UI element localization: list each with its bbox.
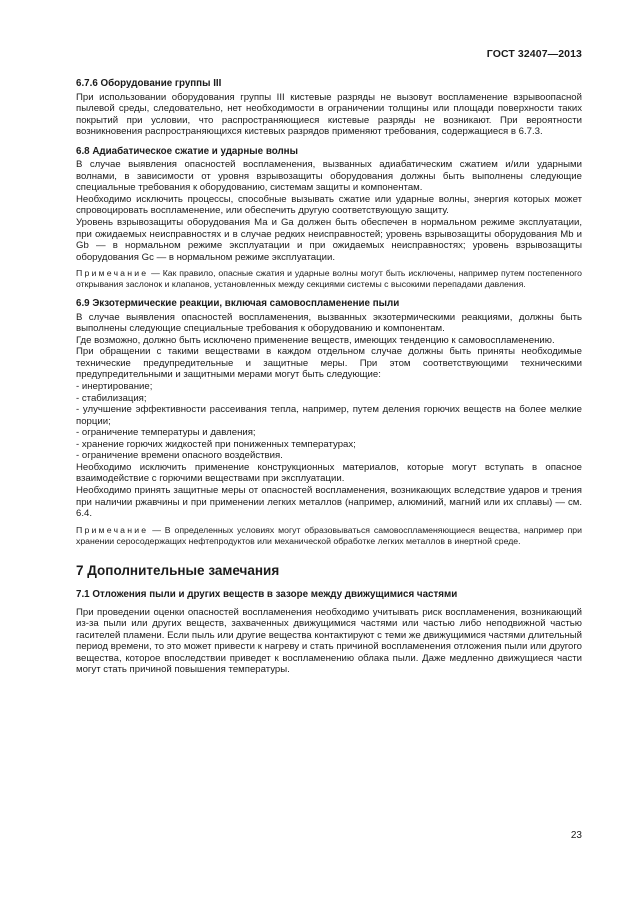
note-text: — В определенных условиях могут образовываться самовоспламеняющиеся вещества, например при хранении серосодержащих нефтепродуктов или механической обработке легких металлов в инертной среде. [76,524,582,546]
note-label: Примечание [76,524,149,535]
section-6-8-paragraph-2: Необходимо исключить процессы, способные вызывать сжатие или ударные волны, энергия которых может спровоцировать воспламенение, или обеспечить другую соответствующую защиту. [76,193,582,217]
note-text: — Как правило, опасные сжатия и ударные волны могут быть исключены, например путем постепенного открывания заслонок и клапанов, установленных между секциями системы с высокими перепадами давления. [76,268,582,290]
list-item: - инертирование; [76,381,153,393]
list-item: - ограничение температуры и давления; [76,427,256,439]
section-6-9-paragraph-5: Необходимо принять защитные меры от опасностей воспламенения, возникающих вследствие ударов и трения при наличии ржавчины и при применении легких металлов (например, алюминий, магний или их сплавы) — см. 6.4. [76,484,582,520]
list-item: - улучшение эффективности рассеивания тепла, например, путем деления горючих веществ на более мелкие порции; [76,404,582,427]
section-6-9-paragraph-1: В случае выявления опасностей воспламенения, вызванных экзотермическими реакциями, должны быть выполнены следующие специальные требования к оборудованию и компонентам. [76,311,582,335]
section-6-7-6-paragraph [76,92,582,138]
section-6-7-6-heading: 6.7.6 Оборудование группы III [76,78,222,89]
section-6-9-paragraph-2: Где возможно, должно быть исключено применение веществ, имеющих тенденцию к самовоспламенению. [76,334,555,346]
section-7-heading: 7 Дополнительные замечания [76,562,280,578]
section-6-9-heading: 6.9 Экзотермические реакции, включая самовоспламенение пыли [76,298,400,310]
section-6-9-paragraph-3: При обращении с такими веществами в каждом отдельном случае должны быть приняты необходимые технические предупредительные и защитные меры. При этом соответствующими техническими предупредительными и защитными мерами могут быть следующие: [76,346,582,381]
section-6-8-note [76,268,582,290]
section-6-8-paragraph-1: В случае выявления опасностей воспламенения, вызванных адиабатическим сжатием и/или ударными волнами, в зависимости от уровня взрывозащиты оборудования должны быть выполнены следующие специальные требования к оборудованию, системам защиты и компонентам. [76,159,582,194]
document-body [76,78,582,676]
section-7-1-heading: 7.1 Отложения пыли и других веществ в зазоре между движущимися частями [76,589,458,601]
list-item: - ограничение времени опасного воздействия. [76,450,283,462]
section-7-1-paragraph: При проведении оценки опасностей воспламенения необходимо учитывать риск воспламенения, возникающий из-за пыли или других веществ, захваченных движущимися частями или частью либо неподвижной частью гасителей пламени. Если пыль или другие вещества контактируют с теми же движущимися частями длительный период времени, то это может привести к нагреву и стать причиной воспламенения отложения пыли или другого вещества, которое впоследствии приведет к воспламенению облака пыли. Даже медленно движущиеся части могут стать причиной повышения температуры. [76,606,582,676]
list-item: - хранение горючих жидкостей при пониженных температурах; [76,438,356,450]
section-6-8-heading: 6.8 Адиабатическое сжатие и ударные волны [76,145,298,157]
page-number: 23 [570,830,582,841]
list-item: - стабилизация; [76,392,147,404]
note-label: Примечание [76,268,149,279]
paragraph-text: При использовании оборудования группы III кистевые разряды не вызовут воспламенение взрывоопасной пылевой среды, следовательно, нет необходимости в ограничении толщины или площади поверхности таких покрытий при условии, что распространяющиеся кистевые разряды не возникают. При вероятности возникновения распространяющихся кистевых разрядов применяют требования, содержащиеся в 6.7.3. [76,91,582,138]
standard-code-header: ГОСТ 32407—2013 [486,48,582,60]
section-6-9-paragraph-4: Необходимо исключить применение конструкционных материалов, которые могут вступать в опасное взаимодействие с горючими веществами при эксплуатации. [76,461,582,485]
section-6-9-note [76,525,582,547]
section-6-8-paragraph-3: Уровень взрывозащиты оборудования Ма и Ga должен быть обеспечен в нормальном режиме эксплуатации, при ожидаемых неисправностях и в случае редких неисправностей; уровень взрывозащиты оборудования Mb и Gb — в нормальном режиме эксплуатации и при ожидаемых неисправностях; уровень взрывозащиты оборудования Gc — в нормальном режиме эксплуатации. [76,217,582,263]
